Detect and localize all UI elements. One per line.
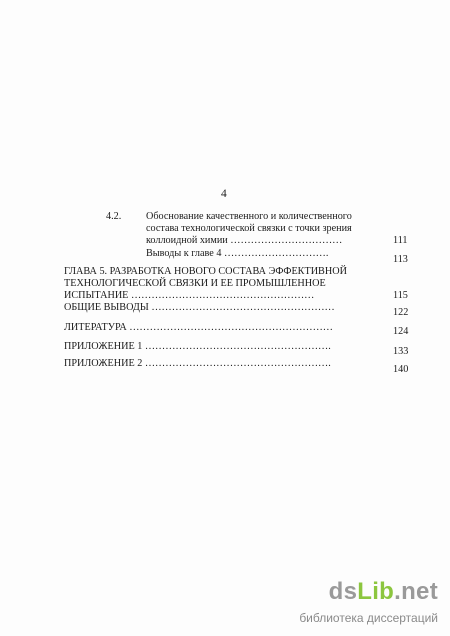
- toc-chapter-line: ТЕХНОЛОГИЧЕСКОЙ СВЯЗКИ И ЕЕ ПРОМЫШЛЕННОЕ: [64, 278, 326, 289]
- toc-page-number: 140: [393, 364, 409, 375]
- toc-entry-text-line: Обоснование качественного и количественного: [146, 211, 352, 222]
- page-number: 4: [221, 188, 227, 200]
- toc-chapter-line: ГЛАВА 5. РАЗРАБОТКА НОВОГО СОСТАВА ЭФФЕКТИВНОЙ: [64, 266, 347, 277]
- toc-page-number: 115: [393, 290, 408, 301]
- toc-page-number: 124: [393, 326, 409, 337]
- toc-entry-text-line: ОБЩИЕ ВЫВОДЫ ………………………………………………: [64, 302, 335, 313]
- toc-page-number: 133: [393, 346, 409, 357]
- toc-page-number: 122: [393, 307, 409, 318]
- toc-entry-text-line: Выводы к главе 4 ………………………….: [146, 248, 329, 259]
- toc-page-number: 113: [393, 254, 408, 265]
- toc-entry-text-line: коллоидной химии ……………………………: [146, 235, 343, 246]
- toc-entry-text-line: ЛИТЕРАТУРА ……………………………………………………: [64, 322, 333, 333]
- dslib-logo: dsLib.net: [328, 578, 438, 605]
- toc-entry-text-line: ПРИЛОЖЕНИЕ 1 ……………………………………………….: [64, 341, 331, 352]
- toc-entry-text-line: ПРИЛОЖЕНИЕ 2 ……………………………………………….: [64, 358, 331, 369]
- toc-entry-text-line: состава технологической связки с точки зрения: [146, 223, 352, 234]
- toc-page-number: 111: [393, 235, 408, 246]
- dslib-caption: библиотека диссертаций: [299, 611, 438, 625]
- toc-entry-number: 4.2.: [106, 211, 122, 222]
- toc-chapter-line: ИСПЫТАНИЕ ………………………………………………: [64, 290, 315, 301]
